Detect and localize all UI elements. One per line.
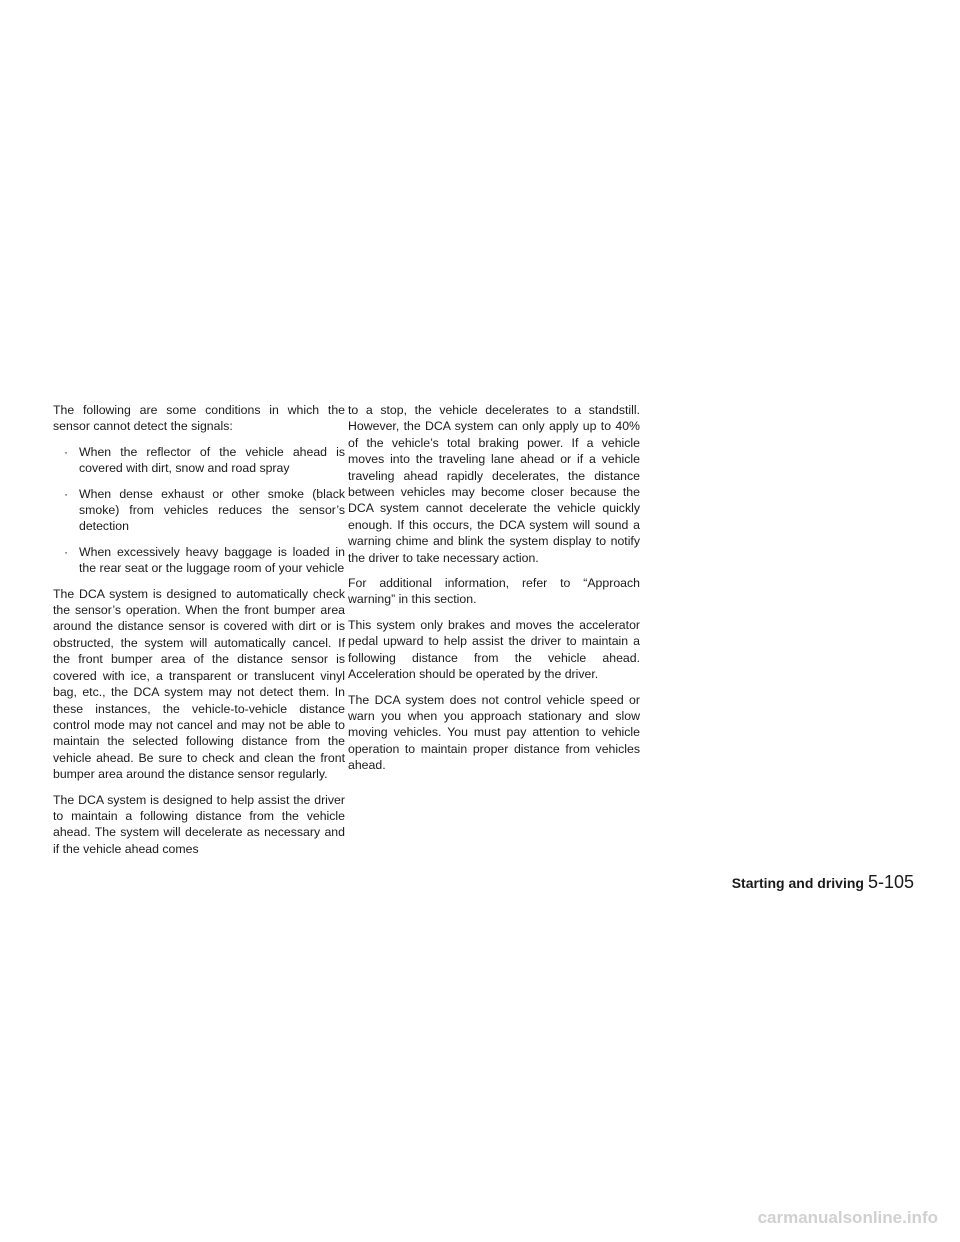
assist-paragraph: The DCA system is designed to help assist the driver to maintain a following distance from the vehicle ahead. The system will decelerate as necessary and if the vehicle ahead comes — [53, 792, 345, 856]
condition-list — [53, 444, 345, 577]
left-column — [53, 402, 345, 857]
limitation-paragraph: The DCA system does not control vehicle speed or warn you when you approach stationary and slow moving vehicles. You must pay attention to vehicle operation to maintain proper distance from vehicles ahead. — [348, 692, 640, 773]
braking-paragraph: This system only brakes and moves the accelerator pedal upward to help assist the driver to maintain a following distance from the vehicle ahead. Acceleration should be operated by the driver. — [348, 617, 640, 682]
bullet-icon: · — [64, 444, 69, 459]
list-item: · When the reflector of the vehicle ahead is covered with dirt, snow and road spray — [64, 444, 345, 476]
deceleration-paragraph: to a stop, the vehicle decelerates to a standstill. However, the DCA system can only apply up to 40% of the vehicle’s total braking power. If a vehicle moves into the traveling lane ahead or if a vehicle traveling ahead rapidly decelerates, the distance between vehicles may become closer because the DCA system cannot decelerate the vehicle quickly enough. If this occurs, the DCA system will sound a warning chime and blink the system display to notify the driver to take necessary action. — [348, 403, 640, 565]
list-item: · When excessively heavy baggage is loaded in the rear seat or the luggage room of your vehicle — [64, 544, 345, 576]
section-title: Starting and driving — [731, 875, 864, 891]
watermark: carmanualsonline.info — [757, 1208, 938, 1227]
page-number: 5-105 — [867, 872, 914, 892]
bullet-icon: · — [64, 486, 69, 501]
list-item: · When dense exhaust or other smoke (black smoke) from vehicles reduces the sensor’s detection — [64, 486, 345, 534]
sensor-check-paragraph: The DCA system is designed to automatically check the sensor’s operation. When the front bumper area around the distance sensor is covered with dirt or is obstructed, the system will automatically cancel. If the front bumper area of the distance sensor is covered with ice, a transparent or translucent vinyl bag, etc., the DCA system may not detect them. In these instances, the vehicle-to-vehicle distance control mode may not cancel and may not be able to maintain the selected following distance from the vehicle ahead. Be sure to check and clean the front bumper area around the distance sensor regularly. — [53, 586, 345, 782]
page-footer — [732, 872, 914, 893]
right-column — [348, 402, 640, 783]
bullet-icon: · — [64, 544, 69, 559]
intro-paragraph: The following are some conditions in which the sensor cannot detect the signals: — [53, 403, 345, 434]
reference-paragraph: For additional information, refer to “Approach warning” in this section. — [348, 576, 640, 607]
